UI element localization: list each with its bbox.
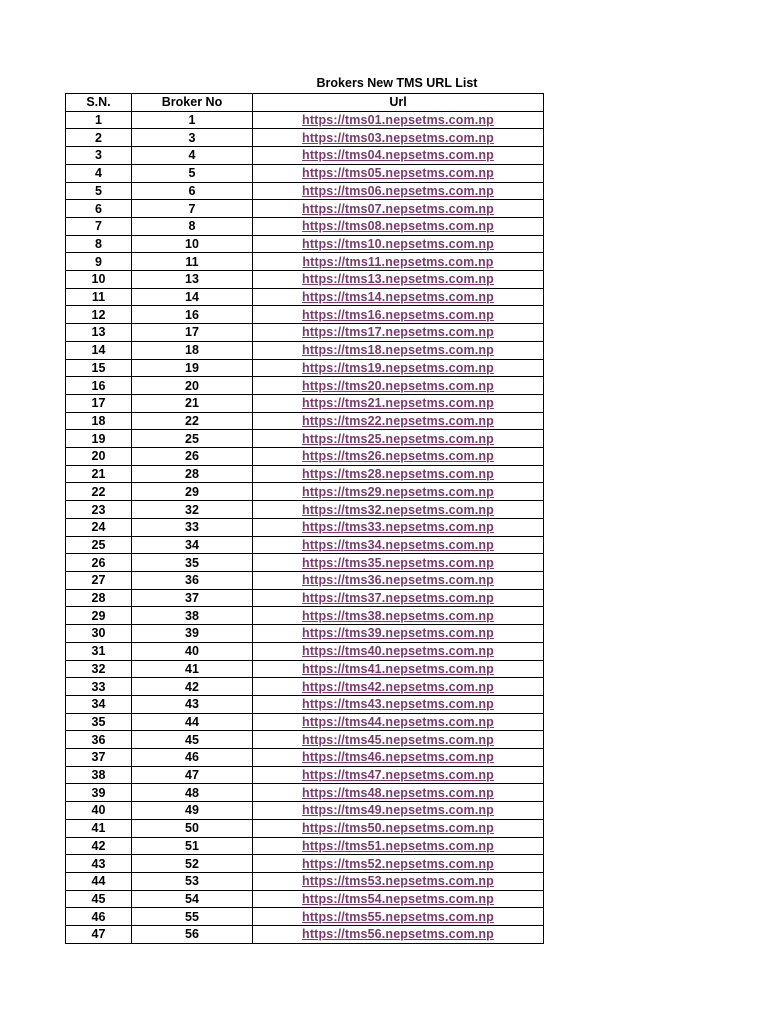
cell-sn: 24 bbox=[66, 518, 132, 536]
tms-url-link[interactable]: https://tms28.nepsetms.com.np bbox=[302, 467, 494, 482]
cell-broker-no: 43 bbox=[132, 695, 253, 713]
cell-sn: 20 bbox=[66, 448, 132, 466]
table-row bbox=[66, 872, 544, 890]
cell-broker-no: 6 bbox=[132, 182, 253, 200]
tms-url-link[interactable]: https://tms36.nepsetms.com.np bbox=[302, 573, 494, 588]
cell-sn: 6 bbox=[66, 200, 132, 218]
cell-url bbox=[253, 253, 544, 271]
table-header-row bbox=[66, 94, 544, 112]
cell-url bbox=[253, 713, 544, 731]
cell-url bbox=[253, 394, 544, 412]
tms-url-link[interactable]: https://tms18.nepsetms.com.np bbox=[302, 343, 494, 358]
tms-url-link[interactable]: https://tms08.nepsetms.com.np bbox=[302, 219, 494, 234]
table-row bbox=[66, 678, 544, 696]
tms-url-link[interactable]: https://tms53.nepsetms.com.np bbox=[302, 874, 494, 889]
column-header-sn: S.N. bbox=[66, 94, 132, 112]
tms-url-link[interactable]: https://tms54.nepsetms.com.np bbox=[302, 891, 494, 906]
cell-url bbox=[253, 678, 544, 696]
tms-url-link[interactable]: https://tms48.nepsetms.com.np bbox=[302, 785, 494, 800]
tms-url-link[interactable]: https://tms38.nepsetms.com.np bbox=[302, 608, 494, 623]
cell-url bbox=[253, 200, 544, 218]
cell-sn: 21 bbox=[66, 465, 132, 483]
cell-url bbox=[253, 430, 544, 448]
tms-url-link[interactable]: https://tms47.nepsetms.com.np bbox=[302, 768, 494, 783]
tms-url-link[interactable]: https://tms37.nepsetms.com.np bbox=[302, 591, 494, 606]
table-row bbox=[66, 217, 544, 235]
cell-sn: 17 bbox=[66, 394, 132, 412]
table-row bbox=[66, 660, 544, 678]
page-title: Brokers New TMS URL List bbox=[316, 76, 478, 90]
cell-url bbox=[253, 926, 544, 944]
cell-broker-no: 7 bbox=[132, 200, 253, 218]
cell-sn: 2 bbox=[66, 129, 132, 147]
cell-url bbox=[253, 377, 544, 395]
cell-url bbox=[253, 731, 544, 749]
column-header-broker-no: Broker No bbox=[132, 94, 253, 112]
cell-sn: 41 bbox=[66, 819, 132, 837]
cell-url bbox=[253, 483, 544, 501]
cell-broker-no: 28 bbox=[132, 465, 253, 483]
table-row bbox=[66, 111, 544, 129]
tms-url-link[interactable]: https://tms32.nepsetms.com.np bbox=[302, 502, 494, 517]
cell-sn: 40 bbox=[66, 802, 132, 820]
table-row bbox=[66, 784, 544, 802]
tms-url-link[interactable]: https://tms41.nepsetms.com.np bbox=[302, 661, 494, 676]
cell-url bbox=[253, 465, 544, 483]
table-row bbox=[66, 359, 544, 377]
table-row bbox=[66, 518, 544, 536]
cell-sn: 8 bbox=[66, 235, 132, 253]
cell-url bbox=[253, 908, 544, 926]
cell-broker-no: 32 bbox=[132, 501, 253, 519]
cell-sn: 4 bbox=[66, 164, 132, 182]
cell-broker-no: 4 bbox=[132, 147, 253, 165]
cell-sn: 12 bbox=[66, 306, 132, 324]
cell-url bbox=[253, 660, 544, 678]
cell-broker-no: 47 bbox=[132, 766, 253, 784]
tms-url-link[interactable]: https://tms43.nepsetms.com.np bbox=[302, 697, 494, 712]
broker-url-table bbox=[65, 93, 544, 944]
cell-sn: 23 bbox=[66, 501, 132, 519]
cell-broker-no: 50 bbox=[132, 819, 253, 837]
cell-sn: 36 bbox=[66, 731, 132, 749]
cell-sn: 9 bbox=[66, 253, 132, 271]
cell-broker-no: 22 bbox=[132, 412, 253, 430]
table-row bbox=[66, 536, 544, 554]
cell-url bbox=[253, 749, 544, 767]
cell-sn: 34 bbox=[66, 695, 132, 713]
table-row bbox=[66, 200, 544, 218]
tms-url-link[interactable]: https://tms22.nepsetms.com.np bbox=[302, 414, 494, 428]
cell-sn: 16 bbox=[66, 377, 132, 395]
tms-url-link[interactable]: https://tms14.nepsetms.com.np bbox=[302, 290, 494, 305]
table-row bbox=[66, 306, 544, 324]
table-row bbox=[66, 271, 544, 289]
cell-sn: 14 bbox=[66, 341, 132, 359]
table-row bbox=[66, 341, 544, 359]
table-row bbox=[66, 607, 544, 625]
cell-url bbox=[253, 147, 544, 165]
cell-url bbox=[253, 164, 544, 182]
tms-url-link[interactable]: https://tms40.nepsetms.com.np bbox=[302, 644, 494, 659]
cell-broker-no: 11 bbox=[132, 253, 253, 271]
table-row bbox=[66, 253, 544, 271]
table-row bbox=[66, 642, 544, 660]
table-row bbox=[66, 412, 544, 430]
tms-url-link[interactable]: https://tms25.nepsetms.com.np bbox=[302, 431, 494, 446]
cell-broker-no: 14 bbox=[132, 288, 253, 306]
cell-broker-no: 10 bbox=[132, 235, 253, 253]
table-row bbox=[66, 766, 544, 784]
table-row bbox=[66, 926, 544, 944]
tms-url-link[interactable]: https://tms35.nepsetms.com.np bbox=[302, 555, 494, 570]
cell-broker-no: 36 bbox=[132, 571, 253, 589]
cell-broker-no: 1 bbox=[132, 111, 253, 129]
table-row bbox=[66, 324, 544, 342]
cell-broker-no: 26 bbox=[132, 448, 253, 466]
cell-url bbox=[253, 235, 544, 253]
tms-url-link[interactable]: https://tms44.nepsetms.com.np bbox=[302, 714, 494, 729]
cell-sn: 28 bbox=[66, 589, 132, 607]
cell-sn: 22 bbox=[66, 483, 132, 501]
table-row bbox=[66, 182, 544, 200]
cell-url bbox=[253, 288, 544, 306]
table-row bbox=[66, 164, 544, 182]
cell-broker-no: 48 bbox=[132, 784, 253, 802]
cell-broker-no: 19 bbox=[132, 359, 253, 377]
cell-url bbox=[253, 872, 544, 890]
cell-sn: 42 bbox=[66, 837, 132, 855]
cell-sn: 10 bbox=[66, 271, 132, 289]
cell-url bbox=[253, 766, 544, 784]
tms-url-link[interactable]: https://tms52.nepsetms.com.np bbox=[302, 856, 494, 871]
tms-url-link[interactable]: https://tms34.nepsetms.com.np bbox=[302, 537, 494, 552]
cell-broker-no: 25 bbox=[132, 430, 253, 448]
cell-broker-no: 35 bbox=[132, 554, 253, 572]
tms-url-link[interactable]: https://tms50.nepsetms.com.np bbox=[302, 821, 494, 836]
cell-broker-no: 49 bbox=[132, 802, 253, 820]
tms-url-link[interactable]: https://tms42.nepsetms.com.np bbox=[302, 679, 494, 694]
cell-sn: 45 bbox=[66, 890, 132, 908]
tms-url-link[interactable]: https://tms46.nepsetms.com.np bbox=[302, 750, 494, 765]
cell-broker-no: 51 bbox=[132, 837, 253, 855]
table-row bbox=[66, 589, 544, 607]
table-row bbox=[66, 394, 544, 412]
cell-url bbox=[253, 324, 544, 342]
cell-broker-no: 52 bbox=[132, 855, 253, 873]
tms-url-link[interactable]: https://tms21.nepsetms.com.np bbox=[302, 396, 494, 411]
cell-broker-no: 16 bbox=[132, 306, 253, 324]
table-row bbox=[66, 625, 544, 643]
cell-broker-no: 8 bbox=[132, 217, 253, 235]
cell-broker-no: 13 bbox=[132, 271, 253, 289]
cell-url bbox=[253, 448, 544, 466]
cell-url bbox=[253, 589, 544, 607]
cell-url bbox=[253, 837, 544, 855]
tms-url-link[interactable]: https://tms17.nepsetms.com.np bbox=[302, 325, 494, 340]
cell-sn: 46 bbox=[66, 908, 132, 926]
cell-sn: 39 bbox=[66, 784, 132, 802]
cell-sn: 30 bbox=[66, 625, 132, 643]
table-row bbox=[66, 855, 544, 873]
cell-url bbox=[253, 271, 544, 289]
table-row bbox=[66, 465, 544, 483]
table-row bbox=[66, 448, 544, 466]
cell-broker-no: 21 bbox=[132, 394, 253, 412]
cell-url bbox=[253, 182, 544, 200]
cell-broker-no: 54 bbox=[132, 890, 253, 908]
cell-sn: 18 bbox=[66, 412, 132, 430]
tms-url-link[interactable]: https://tms51.nepsetms.com.np bbox=[302, 838, 494, 853]
cell-broker-no: 42 bbox=[132, 678, 253, 696]
cell-url bbox=[253, 625, 544, 643]
cell-sn: 31 bbox=[66, 642, 132, 660]
table-row bbox=[66, 554, 544, 572]
cell-url bbox=[253, 607, 544, 625]
table-row bbox=[66, 731, 544, 749]
tms-url-link[interactable]: https://tms10.nepsetms.com.np bbox=[302, 236, 494, 251]
table-row bbox=[66, 802, 544, 820]
table-row bbox=[66, 749, 544, 767]
column-header-url: Url bbox=[253, 94, 544, 112]
cell-broker-no: 44 bbox=[132, 713, 253, 731]
cell-broker-no: 38 bbox=[132, 607, 253, 625]
tms-url-link[interactable]: https://tms29.nepsetms.com.np bbox=[302, 484, 494, 499]
tms-url-link[interactable]: https://tms19.nepsetms.com.np bbox=[302, 360, 494, 375]
cell-url bbox=[253, 217, 544, 235]
cell-url bbox=[253, 784, 544, 802]
cell-sn: 38 bbox=[66, 766, 132, 784]
tms-url-link[interactable]: https://tms04.nepsetms.com.np bbox=[302, 148, 494, 163]
cell-sn: 47 bbox=[66, 926, 132, 944]
cell-sn: 15 bbox=[66, 359, 132, 377]
table-row bbox=[66, 908, 544, 926]
tms-url-link[interactable]: https://tms06.nepsetms.com.np bbox=[302, 183, 494, 198]
cell-broker-no: 45 bbox=[132, 731, 253, 749]
cell-url bbox=[253, 695, 544, 713]
cell-url bbox=[253, 129, 544, 147]
cell-broker-no: 40 bbox=[132, 642, 253, 660]
tms-url-link[interactable]: https://tms39.nepsetms.com.np bbox=[302, 626, 494, 641]
cell-url bbox=[253, 802, 544, 820]
cell-broker-no: 17 bbox=[132, 324, 253, 342]
tms-url-link[interactable]: https://tms33.nepsetms.com.np bbox=[302, 520, 494, 535]
cell-url bbox=[253, 111, 544, 129]
cell-broker-no: 5 bbox=[132, 164, 253, 182]
table-body bbox=[66, 111, 544, 943]
table-row bbox=[66, 695, 544, 713]
cell-broker-no: 37 bbox=[132, 589, 253, 607]
cell-broker-no: 56 bbox=[132, 926, 253, 944]
cell-broker-no: 53 bbox=[132, 872, 253, 890]
tms-url-link[interactable]: https://tms11.nepsetms.com.np bbox=[302, 254, 494, 269]
cell-url bbox=[253, 642, 544, 660]
tms-url-link[interactable]: https://tms56.nepsetms.com.np bbox=[302, 927, 494, 942]
cell-url bbox=[253, 412, 544, 430]
tms-url-link[interactable]: https://tms13.nepsetms.com.np bbox=[302, 272, 494, 287]
cell-sn: 27 bbox=[66, 571, 132, 589]
table-row bbox=[66, 147, 544, 165]
cell-sn: 43 bbox=[66, 855, 132, 873]
cell-sn: 3 bbox=[66, 147, 132, 165]
cell-url bbox=[253, 571, 544, 589]
cell-broker-no: 29 bbox=[132, 483, 253, 501]
cell-url bbox=[253, 554, 544, 572]
cell-url bbox=[253, 501, 544, 519]
tms-url-link[interactable]: https://tms49.nepsetms.com.np bbox=[302, 803, 494, 818]
tms-url-link[interactable]: https://tms01.nepsetms.com.np bbox=[302, 113, 494, 128]
tms-url-link[interactable]: https://tms26.nepsetms.com.np bbox=[302, 449, 494, 464]
cell-broker-no: 20 bbox=[132, 377, 253, 395]
cell-sn: 37 bbox=[66, 749, 132, 767]
cell-broker-no: 18 bbox=[132, 341, 253, 359]
cell-broker-no: 41 bbox=[132, 660, 253, 678]
table-row bbox=[66, 377, 544, 395]
tms-url-link[interactable]: https://tms20.nepsetms.com.np bbox=[302, 378, 494, 393]
cell-url bbox=[253, 819, 544, 837]
cell-url bbox=[253, 890, 544, 908]
cell-broker-no: 34 bbox=[132, 536, 253, 554]
table-row bbox=[66, 483, 544, 501]
table-row bbox=[66, 713, 544, 731]
cell-url bbox=[253, 518, 544, 536]
cell-broker-no: 46 bbox=[132, 749, 253, 767]
cell-url bbox=[253, 306, 544, 324]
cell-sn: 7 bbox=[66, 217, 132, 235]
cell-sn: 35 bbox=[66, 713, 132, 731]
cell-broker-no: 33 bbox=[132, 518, 253, 536]
tms-url-link[interactable]: https://tms45.nepsetms.com.np bbox=[302, 732, 494, 747]
tms-url-link[interactable]: https://tms55.nepsetms.com.np bbox=[302, 909, 494, 924]
table-row bbox=[66, 430, 544, 448]
cell-sn: 11 bbox=[66, 288, 132, 306]
cell-sn: 32 bbox=[66, 660, 132, 678]
table-row bbox=[66, 890, 544, 908]
cell-broker-no: 55 bbox=[132, 908, 253, 926]
cell-sn: 25 bbox=[66, 536, 132, 554]
cell-sn: 33 bbox=[66, 678, 132, 696]
tms-url-link[interactable]: https://tms03.nepsetms.com.np bbox=[302, 130, 494, 145]
table-row bbox=[66, 129, 544, 147]
cell-sn: 1 bbox=[66, 111, 132, 129]
tms-url-link[interactable]: https://tms16.nepsetms.com.np bbox=[302, 307, 494, 322]
table-row bbox=[66, 235, 544, 253]
table-row bbox=[66, 501, 544, 519]
table-row bbox=[66, 837, 544, 855]
cell-sn: 5 bbox=[66, 182, 132, 200]
cell-sn: 19 bbox=[66, 430, 132, 448]
tms-url-link[interactable]: https://tms05.nepsetms.com.np bbox=[302, 166, 494, 181]
cell-url bbox=[253, 855, 544, 873]
table-row bbox=[66, 288, 544, 306]
cell-url bbox=[253, 341, 544, 359]
table-row bbox=[66, 571, 544, 589]
cell-broker-no: 3 bbox=[132, 129, 253, 147]
cell-sn: 44 bbox=[66, 872, 132, 890]
cell-sn: 13 bbox=[66, 324, 132, 342]
cell-sn: 26 bbox=[66, 554, 132, 572]
cell-sn: 29 bbox=[66, 607, 132, 625]
cell-broker-no: 39 bbox=[132, 625, 253, 643]
cell-url bbox=[253, 359, 544, 377]
cell-url bbox=[253, 536, 544, 554]
tms-url-link[interactable]: https://tms07.nepsetms.com.np bbox=[302, 201, 494, 216]
table-row bbox=[66, 819, 544, 837]
